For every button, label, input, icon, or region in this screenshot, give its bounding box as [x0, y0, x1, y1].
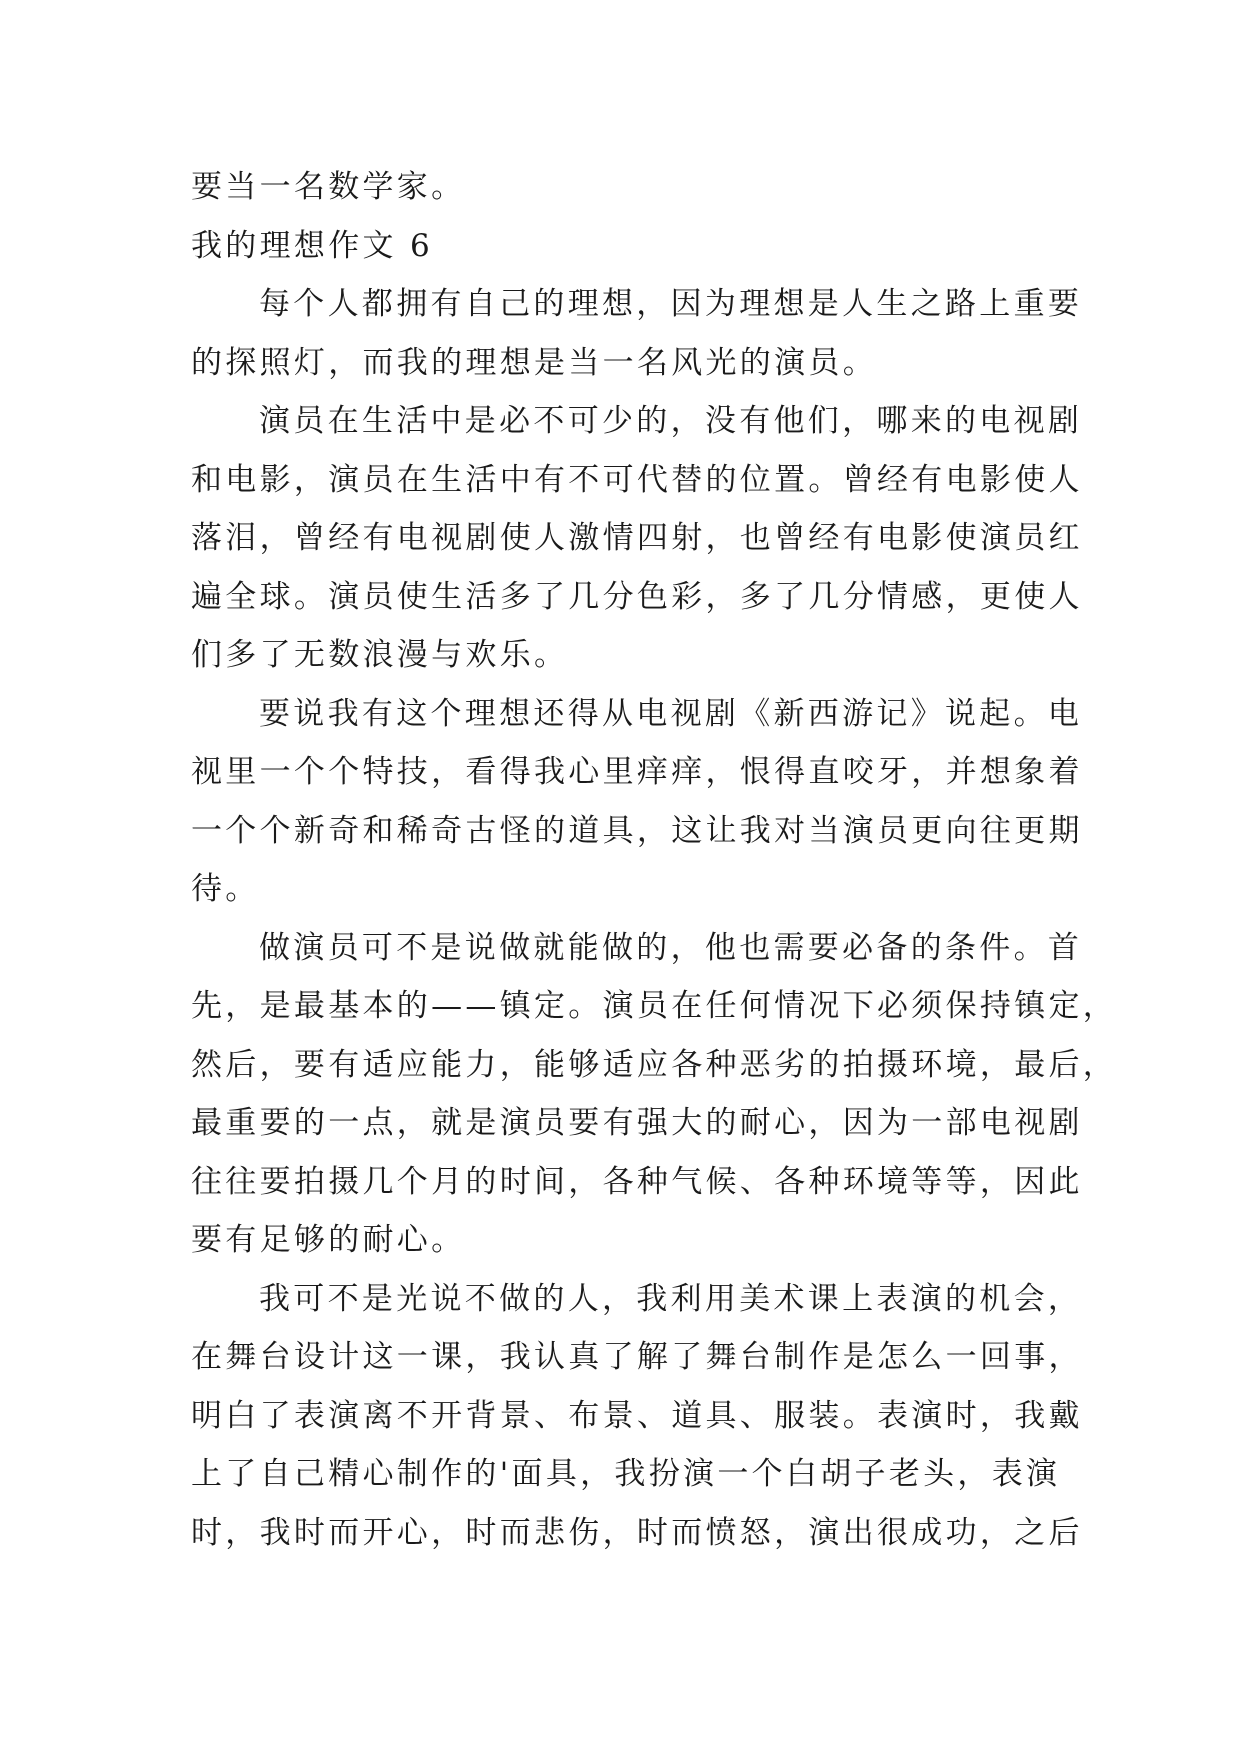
text-line: 往往要拍摄几个月的时间，各种气候、各种环境等等，因此 — [191, 1163, 1083, 1200]
essay-title: 我的理想作文 6 — [191, 227, 433, 264]
essay-text — [191, 158, 1118, 1562]
text-line: 先，是最基本的——镇定。演员在任何情况下必须保持镇定， — [191, 988, 1118, 1024]
text-line: 做演员可不是说做就能做的，他也需要必备的条件。首 — [259, 929, 1083, 966]
text-line: 待。 — [191, 871, 260, 907]
text-line: 们多了无数浪漫与欢乐。 — [191, 637, 569, 673]
text-line: 落泪，曾经有电视剧使人激情四射，也曾经有电影使演员红 — [191, 520, 1083, 556]
text-line: 最重要的一点，就是演员要有强大的耐心，因为一部电视剧 — [191, 1105, 1083, 1141]
text-line: 和电影，演员在生活中有不可代替的位置。曾经有电影使人 — [191, 461, 1083, 498]
text-line: 在舞台设计这一课，我认真了解了舞台制作是怎么一回事， — [191, 1339, 1083, 1375]
text-line: 要说我有这个理想还得从电视剧《新西游记》说起。电 — [259, 695, 1083, 732]
text-line: 要当一名数学家。 — [191, 169, 466, 205]
text-line: 时，我时而开心，时而悲伤，时而愤怒，演出很成功，之后 — [191, 1514, 1083, 1551]
text-line: 遍全球。演员使生活多了几分色彩，多了几分情感，更使人 — [191, 578, 1083, 615]
text-line: 视里一个个特技，看得我心里痒痒，恨得直咬牙，并想象着 — [191, 754, 1083, 790]
text-line: 我可不是光说不做的人，我利用美术课上表演的机会， — [259, 1280, 1083, 1317]
text-line: 的探照灯，而我的理想是当一名风光的演员。 — [191, 344, 877, 381]
text-line: 上了自己精心制作的'面具，我扮演一个白胡子老头，表演 — [191, 1456, 1061, 1492]
text-line: 然后，要有适应能力，能够适应各种恶劣的拍摄环境，最后， — [191, 1046, 1118, 1083]
text-line: 要有足够的耐心。 — [191, 1222, 466, 1258]
text-line: 一个个新奇和稀奇古怪的道具，这让我对当演员更向往更期 — [191, 812, 1083, 849]
text-line: 每个人都拥有自己的理想，因为理想是人生之路上重要 — [259, 286, 1083, 322]
text-line: 演员在生活中是必不可少的，没有他们，哪来的电视剧 — [259, 403, 1083, 439]
text-line: 明白了表演离不开背景、布景、道具、服装。表演时，我戴 — [191, 1397, 1083, 1434]
